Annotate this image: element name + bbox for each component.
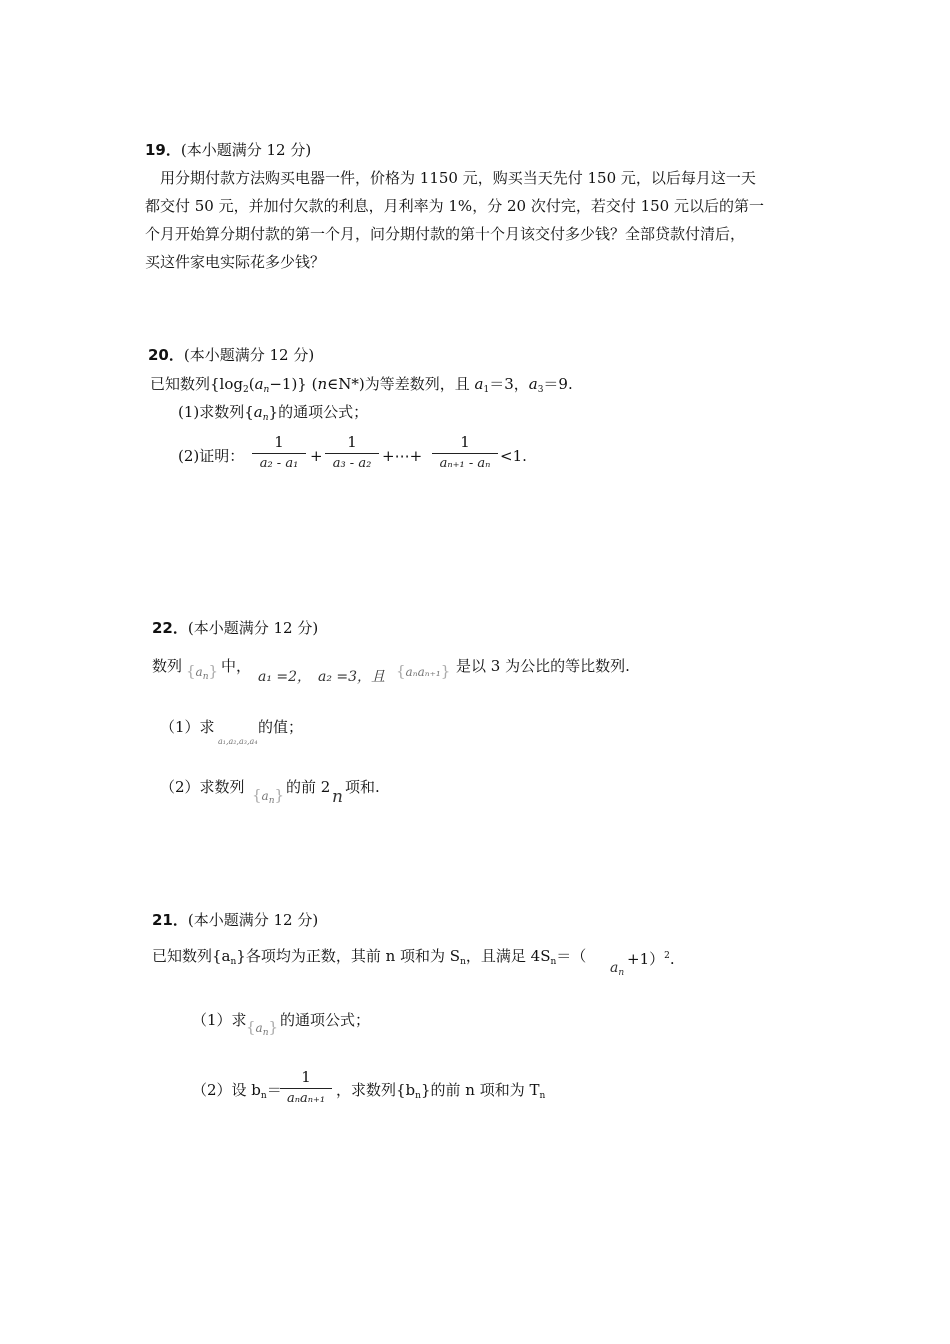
q20-stem: 已知数列$\{\log_2(a_n-1)\}$ (n∈N*)为等差数列，且 $a_1=3$，$a_3=9$. (150, 375, 573, 395)
q20-heading: 20．(本小题满分 12 分) (148, 346, 315, 364)
q22-seq-an: $\{a_n\}$ (186, 662, 219, 682)
q20-tail: <1. (500, 447, 527, 465)
q22-stem-zhong: 中， (221, 657, 252, 675)
q22-part2-c: 项和. (345, 778, 380, 796)
q20-part1: (1)求数列$\{a_n\}$的通项公式； (178, 403, 369, 423)
q22-heading: 22．(本小题满分 12 分) (152, 619, 319, 637)
q22-part1-a: （1）求 (160, 718, 215, 736)
q21-an: $a_n$ (610, 960, 625, 978)
q22-a2-eq: a₂ =3，且 (318, 669, 386, 685)
q20-fraction-1: 1 a₂ - a₁ (252, 433, 306, 472)
q19-line3: 个月开始算分期付款的第一个月，问分期付款的第十个月该交付多少钱？全部贷款付清后， (145, 225, 746, 243)
q22-stem-end: 是以 3 为公比的等比数列. (456, 657, 630, 675)
q21-stem: 已知数列$\{a_n\}$各项均为正数，其前 n 项和为 $S_n$，且满足 $4S_n=$（ (152, 947, 587, 967)
q19-heading: 19．(本小题满分 12 分) (145, 141, 312, 159)
q21-heading: 21．(本小题满分 12 分) (152, 911, 319, 929)
q21-fraction: 1 aₙaₙ₊₁ (280, 1068, 332, 1107)
q20-fraction-2: 1 a₃ - a₂ (325, 433, 379, 472)
q19-line2: 都交付 50 元，并加付欠款的利息，月利率为 1%，分 20 次付完，若交付 150 元以后的第一 (145, 197, 764, 215)
q21-stem-end: +1）$^2$. (627, 950, 675, 968)
q22-part2-seq: $\{a_n\}$ (252, 786, 285, 806)
q22-stem-start: 数列 (152, 657, 183, 675)
q21-part1-seq: $\{a_n\}$ (246, 1018, 279, 1038)
q20-plus-1: + (310, 447, 323, 465)
q19-line1: 用分期付款方法购买电器一件，价格为 1150 元，购买当天先付 150 元，以后每月这一天 (160, 169, 756, 187)
q22-part1-terms: a₁,a₂,a₃,a₄ (218, 737, 258, 746)
q21-part1-a: （1）求 (192, 1011, 247, 1029)
q22-a1-eq: a₁ =2， (258, 669, 312, 685)
q19-line4: 买这件家电实际花多少钱？ (145, 253, 326, 271)
q20-part2-label: (2)证明： (178, 447, 245, 465)
q22-part1-b: 的值； (258, 718, 304, 736)
q22-seq-product: {aₙaₙ₊₁} (396, 662, 451, 680)
q22-part2-a: （2）求数列 (160, 778, 245, 796)
q22-part2-n: n (332, 787, 343, 807)
q22-part2-b: 的前 2 (286, 778, 331, 796)
q21-part2-end: ，求数列$\{b_n\}$的前 n 项和为 $T_n$ (336, 1081, 546, 1101)
q20-fraction-3: 1 aₙ₊₁ - aₙ (432, 433, 498, 472)
q20-plus-ellipsis: +⋯+ (382, 447, 423, 465)
q21-part2-a: （2）设 $b_n=$ (192, 1081, 282, 1101)
q21-part1-b: 的通项公式； (280, 1011, 371, 1029)
